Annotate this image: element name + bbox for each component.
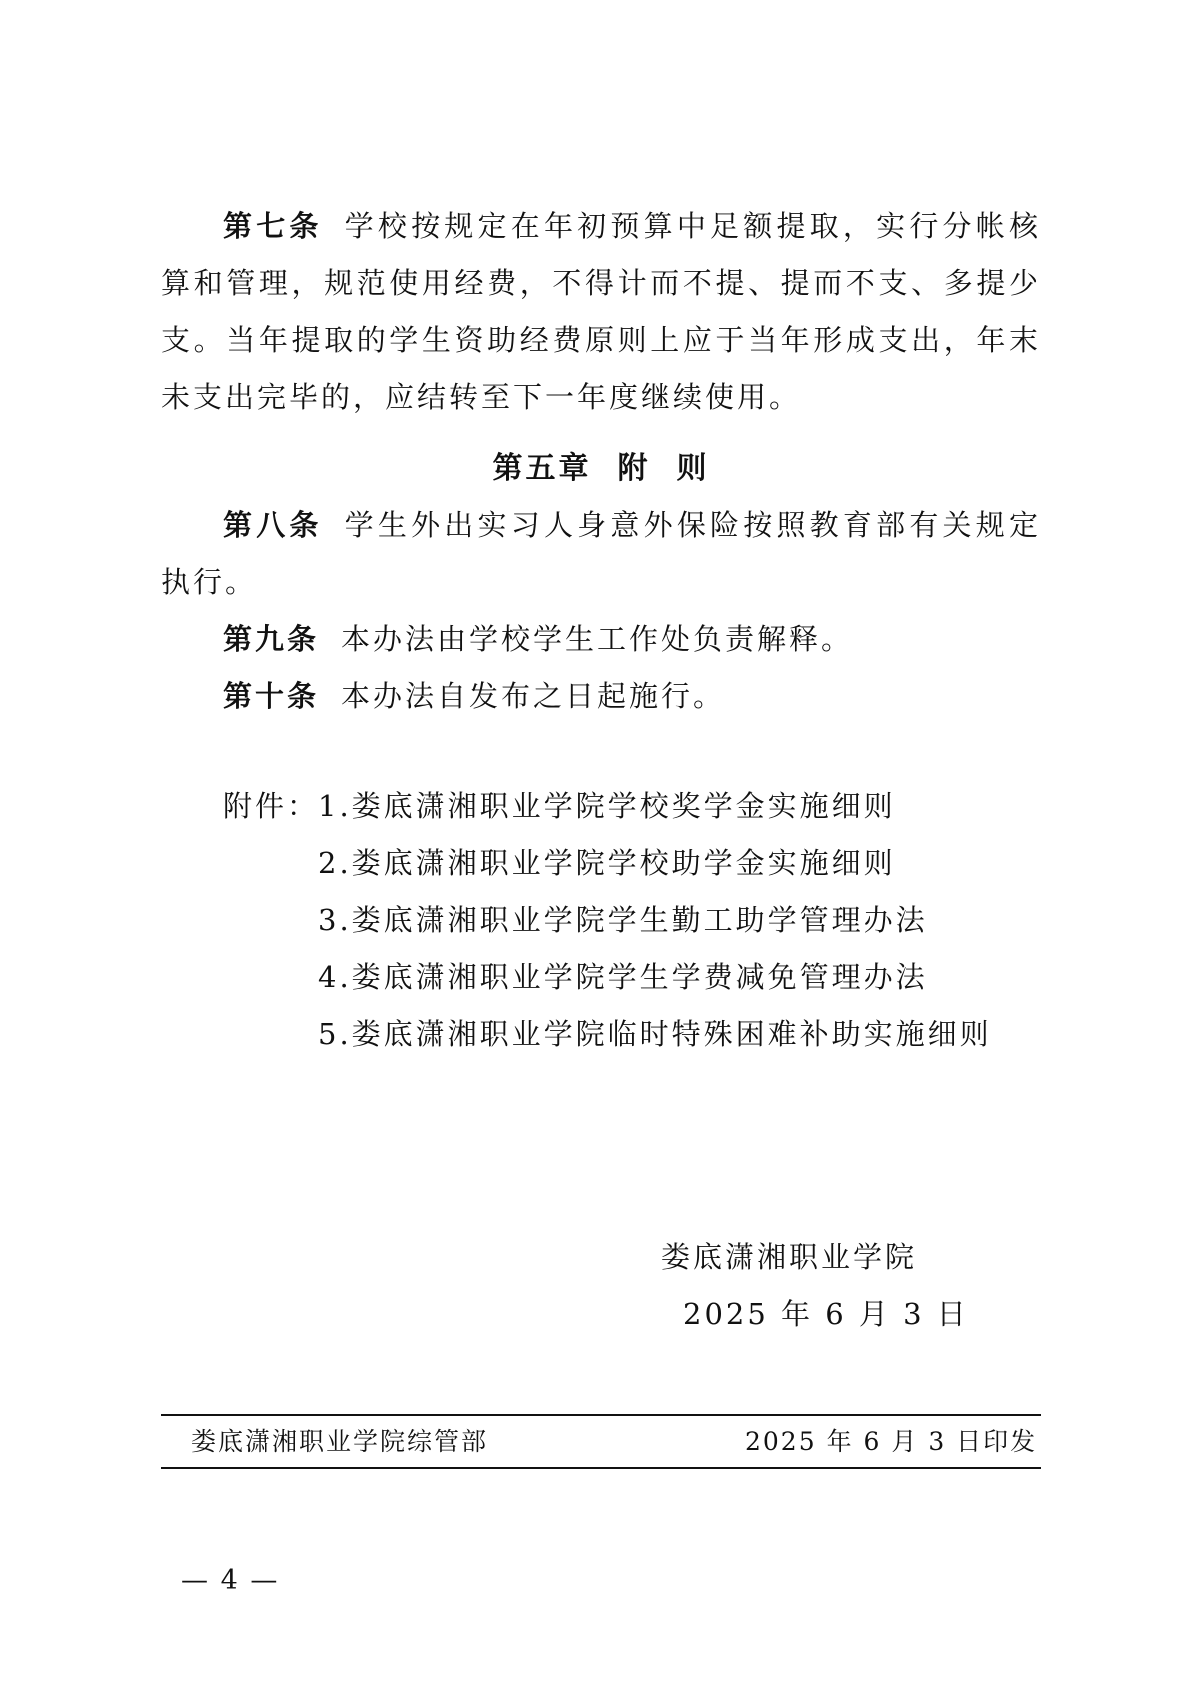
attachment-item: 5.娄底潇湘职业学院临时特殊困难补助实施细则 [318,1017,992,1051]
attachment-item: 3.娄底潇湘职业学院学生勤工助学管理办法 [318,903,928,937]
article-7-text: 学校按规定在年初预算中足额提取，实行分帐核算和管理，规范使用经费，不得计而不提、提而不支、多提少支。当年提取的学生资助经费原则上应于当年形成支出，年末未支出完毕的，应结转至下一年度继续使用。 [161,209,1041,414]
attachments-list [318,778,992,1063]
attachment-item: 2.娄底潇湘职业学院学校助学金实施细则 [318,846,896,880]
attachment-item: 4.娄底潇湘职业学院学生学费减免管理办法 [318,960,928,994]
attachment-item: 1.娄底潇湘职业学院学校奖学金实施细则 [318,789,896,823]
chapter-title-char-2: 则 [676,451,710,486]
footer-bottom-rule [161,1467,1041,1469]
article-9-label: 第九条 [223,622,320,656]
signature-org: 娄底潇湘职业学院 [661,1240,918,1274]
article-10-label: 第十条 [223,679,320,713]
article-9 [161,611,1041,668]
article-8-label: 第八条 [223,508,323,542]
article-7 [161,198,1041,426]
chapter-number: 第五章 [492,451,592,486]
page-number: — 4 — [181,1565,280,1596]
footer-top-rule [161,1414,1041,1416]
article-8-text: 学生外出实习人身意外保险按照教育部有关规定执行。 [161,508,1041,599]
attachments-label: 附件： [223,789,320,823]
article-10-text: 本办法自发布之日起施行。 [341,679,726,713]
footer-issue-date: 2025 年 6 月 3 日印发 [745,1427,1038,1456]
article-8 [161,497,1041,611]
article-9-text: 本办法由学校学生工作处负责解释。 [341,622,854,656]
chapter-title-char-1: 附 [617,451,651,486]
signature-date: 2025 年 6 月 3 日 [683,1297,969,1331]
article-10 [161,668,1041,725]
footer-issuer: 娄底潇湘职业学院综管部 [191,1427,489,1456]
article-7-label: 第七条 [223,209,323,243]
chapter-heading [161,440,1041,497]
